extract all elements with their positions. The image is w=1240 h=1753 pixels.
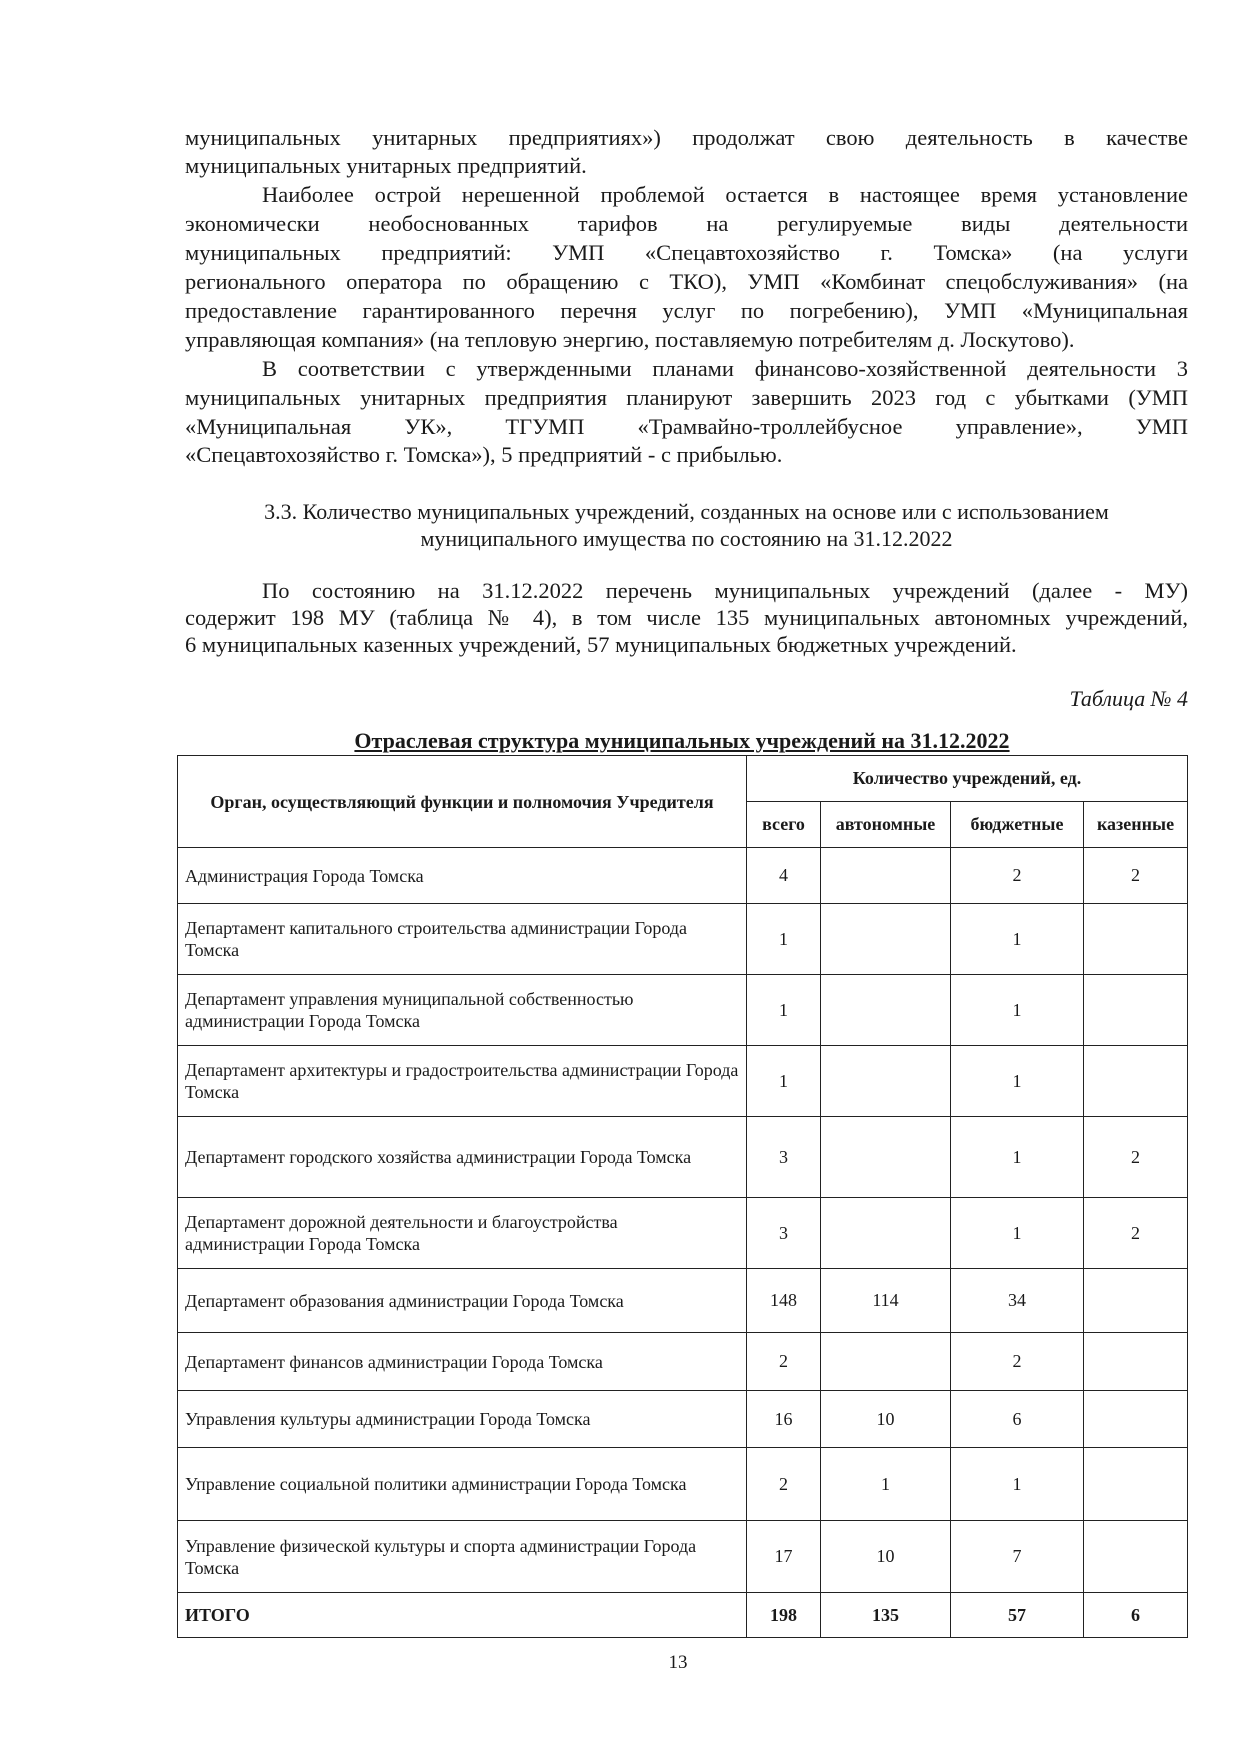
section-heading-line-1: 3.3. Количество муниципальных учреждений, созданных на основе или с использованием xyxy=(264,499,1109,524)
row-name: Департамент дорожной деятельности и благоустройства администрации Города Томска xyxy=(178,1198,747,1269)
row-state: 2 xyxy=(1084,1198,1188,1269)
row-autonomous xyxy=(821,904,951,975)
table-row xyxy=(178,1117,1188,1198)
table-row xyxy=(178,848,1188,904)
paragraph-4-line-2: содержит 198 МУ (таблица № 4), в том числе 135 муниципальных автономных учреждений, xyxy=(185,605,1188,630)
total-label: ИТОГО xyxy=(178,1593,747,1638)
row-state xyxy=(1084,1046,1188,1117)
row-autonomous xyxy=(821,1198,951,1269)
table-header-row-1 xyxy=(178,756,1188,802)
table-row xyxy=(178,1521,1188,1593)
header-state: казенные xyxy=(1084,802,1188,848)
row-autonomous xyxy=(821,1333,951,1391)
row-name: Управление социальной политики администрации Города Томска xyxy=(178,1448,747,1521)
row-name: Департамент финансов администрации Города Томска xyxy=(178,1333,747,1391)
row-state xyxy=(1084,904,1188,975)
paragraph-3-line-3: «Муниципальная УК», ТГУМП «Трамвайно-троллейбусное управление», УМП xyxy=(185,414,1188,439)
row-total: 148 xyxy=(747,1269,821,1333)
row-autonomous xyxy=(821,1117,951,1198)
total-state: 6 xyxy=(1084,1593,1188,1638)
table-row xyxy=(178,1333,1188,1391)
row-budget: 1 xyxy=(951,1046,1084,1117)
paragraph-2-line-6: управляющая компания» (на тепловую энергию, поставляемую потребителям д. Лоскутово). xyxy=(185,327,1075,352)
paragraph-4-line-3: 6 муниципальных казенных учреждений, 57 муниципальных бюджетных учреждений. xyxy=(185,632,1017,657)
row-autonomous xyxy=(821,975,951,1046)
row-state xyxy=(1084,1448,1188,1521)
row-total: 4 xyxy=(747,848,821,904)
row-budget: 7 xyxy=(951,1521,1084,1593)
row-total: 2 xyxy=(747,1333,821,1391)
table-row xyxy=(178,1269,1188,1333)
row-budget: 2 xyxy=(951,848,1084,904)
row-state xyxy=(1084,1521,1188,1593)
row-autonomous xyxy=(821,1046,951,1117)
row-autonomous: 10 xyxy=(821,1521,951,1593)
table-caption: Таблица № 4 xyxy=(1069,686,1188,711)
row-state: 2 xyxy=(1084,848,1188,904)
row-name: Департамент архитектуры и градостроительства администрации Города Томска xyxy=(178,1046,747,1117)
table-row xyxy=(178,1198,1188,1269)
row-name: Администрация Города Томска xyxy=(178,848,747,904)
row-total: 1 xyxy=(747,975,821,1046)
paragraph-2-line-2: экономически необоснованных тарифов на регулируемые виды деятельности xyxy=(185,211,1188,236)
row-name: Департамент городского хозяйства администрации Города Томска xyxy=(178,1117,747,1198)
row-total: 1 xyxy=(747,904,821,975)
table-row xyxy=(178,1448,1188,1521)
row-budget: 34 xyxy=(951,1269,1084,1333)
paragraph-1-line-1: муниципальных унитарных предприятиях») продолжат свою деятельность в качестве xyxy=(185,125,1188,150)
table-row xyxy=(178,1391,1188,1448)
row-state xyxy=(1084,1333,1188,1391)
page-number: 13 xyxy=(668,1652,688,1673)
paragraph-3-line-1: В соответствии с утвержденными планами финансово-хозяйственной деятельности 3 xyxy=(262,356,1188,381)
row-total: 3 xyxy=(747,1198,821,1269)
header-autonomous: автономные xyxy=(821,802,951,848)
row-name: Управления культуры администрации Города Томска xyxy=(178,1391,747,1448)
row-autonomous: 10 xyxy=(821,1391,951,1448)
row-state xyxy=(1084,1269,1188,1333)
paragraph-3-line-2: муниципальных унитарных предприятия планируют завершить 2023 год с убытками (УМП xyxy=(185,385,1188,410)
total-all: 198 xyxy=(747,1593,821,1638)
row-name: Департамент капитального строительства администрации Города Томска xyxy=(178,904,747,975)
row-name: Управление физической культуры и спорта администрации Города Томска xyxy=(178,1521,747,1593)
paragraph-1-line-2: муниципальных унитарных предприятий. xyxy=(185,153,587,178)
row-total: 3 xyxy=(747,1117,821,1198)
table-total-row xyxy=(178,1593,1188,1638)
total-autonomous: 135 xyxy=(821,1593,951,1638)
table-title xyxy=(177,728,1187,754)
section-heading-line-2: муниципального имущества по состоянию на 31.12.2022 xyxy=(420,526,953,551)
row-budget: 1 xyxy=(951,1117,1084,1198)
row-budget: 6 xyxy=(951,1391,1084,1448)
row-total: 16 xyxy=(747,1391,821,1448)
paragraph-4-line-1: По состоянию на 31.12.2022 перечень муниципальных учреждений (далее - МУ) xyxy=(262,578,1188,603)
table-title-text: Отраслевая структура муниципальных учреждений на 31.12.2022 xyxy=(354,728,1010,753)
total-budget: 57 xyxy=(951,1593,1084,1638)
row-autonomous: 1 xyxy=(821,1448,951,1521)
table-row xyxy=(178,904,1188,975)
paragraph-2-line-4: регионального оператора по обращению с ТКО), УМП «Комбинат спецобслуживания» (на xyxy=(185,269,1188,294)
table-row xyxy=(178,1046,1188,1117)
row-total: 1 xyxy=(747,1046,821,1117)
paragraph-2-line-3: муниципальных предприятий: УМП «Спецавтохозяйство г. Томска» (на услуги xyxy=(185,240,1188,265)
row-name: Департамент управления муниципальной собственностью администрации Города Томска xyxy=(178,975,747,1046)
header-total: всего xyxy=(747,802,821,848)
row-autonomous: 114 xyxy=(821,1269,951,1333)
paragraph-2-line-1: Наиболее острой нерешенной проблемой остается в настоящее время установление xyxy=(262,182,1188,207)
row-budget: 1 xyxy=(951,975,1084,1046)
row-budget: 1 xyxy=(951,1198,1084,1269)
row-budget: 1 xyxy=(951,1448,1084,1521)
row-state xyxy=(1084,1391,1188,1448)
row-name: Департамент образования администрации Города Томска xyxy=(178,1269,747,1333)
header-founder-body: Орган, осуществляющий функции и полномочия Учредителя xyxy=(178,756,747,848)
row-budget: 2 xyxy=(951,1333,1084,1391)
row-budget: 1 xyxy=(951,904,1084,975)
row-total: 2 xyxy=(747,1448,821,1521)
header-budget: бюджетные xyxy=(951,802,1084,848)
institutions-table xyxy=(177,755,1188,1638)
header-count-group: Количество учреждений, ед. xyxy=(747,756,1188,802)
paragraph-3-line-4: «Спецавтохозяйство г. Томска»), 5 предприятий - с прибылью. xyxy=(185,442,783,467)
row-total: 17 xyxy=(747,1521,821,1593)
row-state: 2 xyxy=(1084,1117,1188,1198)
table-row xyxy=(178,975,1188,1046)
row-state xyxy=(1084,975,1188,1046)
row-autonomous xyxy=(821,848,951,904)
paragraph-2-line-5: предоставление гарантированного перечня услуг по погребению), УМП «Муниципальная xyxy=(185,298,1188,323)
